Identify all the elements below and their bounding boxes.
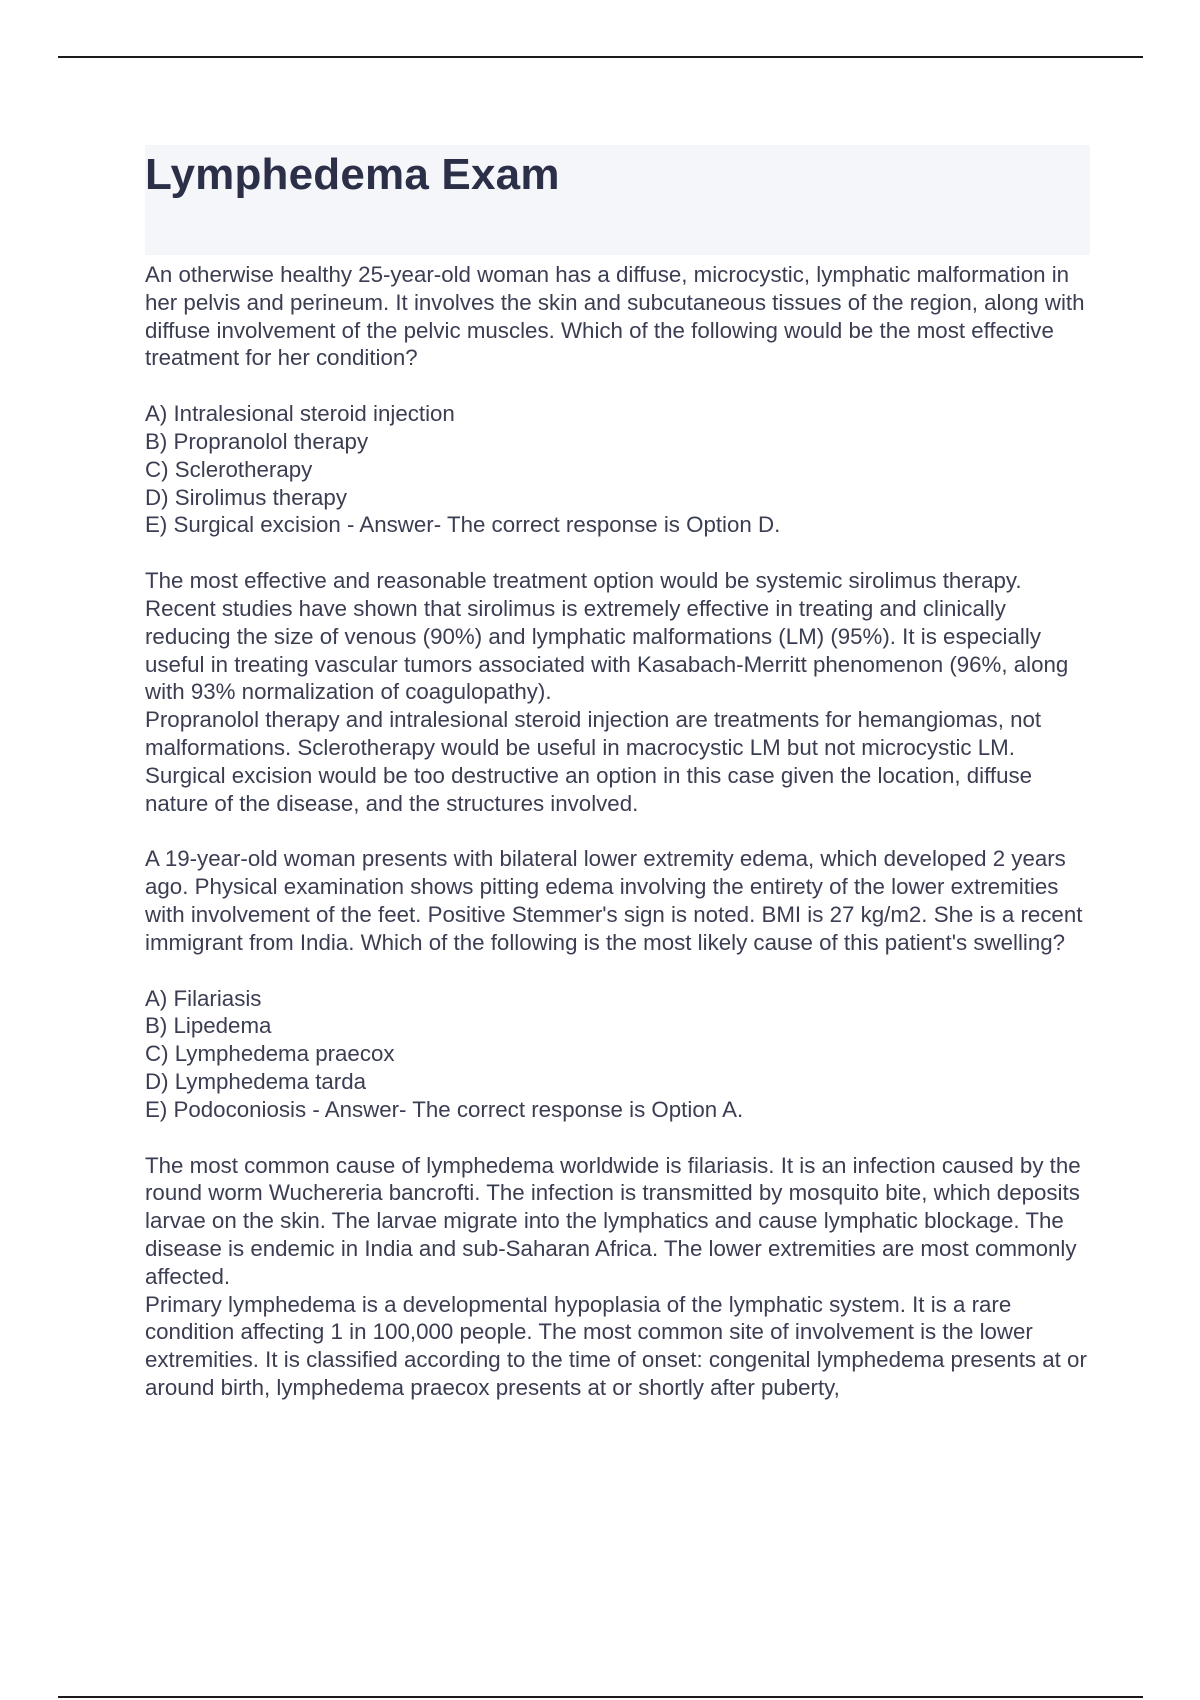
question-2-stem: A 19-year-old woman presents with bilateral lower extremity edema, which developed 2 years ago. Physical examination shows pitting edema involving the entirety of the lower extremities with involvement of the feet. Positive Stemmer's sign is noted. BMI is 27 kg/m2. She is a recent immigrant from India. Which of the following is the most likely cause of this patient's swelling? xyxy=(145,846,1083,955)
question-2-option-b: B) Lipedema xyxy=(145,1013,272,1039)
title-band xyxy=(145,145,1090,255)
question-2-explanation-2: Primary lymphedema is a developmental hypoplasia of the lymphatic system. It is a rare condition affecting 1 in 100,000 people. The most common site of involvement is the lower extremities. It is classified according to the time of onset: congenital lymphedema presents at or around birth, lymphedema praecox presents at or shortly after puberty, xyxy=(145,1291,1087,1400)
question-2-explanation-1: The most common cause of lymphedema worldwide is filariasis. It is an infection caused by the round worm Wuchereria bancrofti. The infection is transmitted by mosquito bite, which deposits larvae on the skin. The larvae migrate into the lymphatics and cause lymphatic blockage. The disease is endemic in India and sub-Saharan Africa. The lower extremities are most commonly affected. xyxy=(145,1152,1081,1289)
question-2-option-a: A) Filariasis xyxy=(145,985,262,1011)
question-1-stem: An otherwise healthy 25-year-old woman has a diffuse, microcystic, lymphatic malformation in her pelvis and perineum. It involves the skin and subcutaneous tissues of the region, along with diffuse involvement of the pelvic muscles. Which of the following would be the most effective treatment for her condition? xyxy=(145,262,1085,371)
document-body xyxy=(145,145,1090,1402)
bottom-rule xyxy=(58,1696,1143,1698)
question-2-option-c: C) Lymphedema praecox xyxy=(145,1041,395,1067)
question-1-option-c: C) Sclerotherapy xyxy=(145,456,313,482)
page-title: Lymphedema Exam xyxy=(145,150,560,199)
question-1-explanation-2: Propranolol therapy and intralesional steroid injection are treatments for hemangiomas, not malformations. Sclerotherapy would be useful in macrocystic LM but not microcystic LM. Surgical excision would be too destructive an option in this case given the location, diffuse nature of the disease, and the structures involved. xyxy=(145,707,1042,816)
question-2-options xyxy=(145,985,1090,1124)
top-rule xyxy=(58,56,1143,58)
question-2-option-e-answer: E) Podoconiosis - Answer- The correct response is Option A. xyxy=(145,1096,744,1122)
question-1-option-a: A) Intralesional steroid injection xyxy=(145,401,455,427)
question-1-option-d: D) Sirolimus therapy xyxy=(145,484,347,510)
question-2-option-d: D) Lymphedema tarda xyxy=(145,1068,367,1094)
question-1-explanation-1: The most effective and reasonable treatment option would be systemic sirolimus therapy. Recent studies have shown that sirolimus is extremely effective in treating and clinically reducing the size of venous (90%) and lymphatic malformations (LM) (95%). It is especially useful in treating vascular tumors associated with Kasabach-Merritt phenomenon (96%, along with 93% normalization of coagulopathy). xyxy=(145,568,1069,705)
question-1-option-e-answer: E) Surgical excision - Answer- The correct response is Option D. xyxy=(145,512,781,538)
question-1-options xyxy=(145,400,1090,539)
question-1-option-b: B) Propranolol therapy xyxy=(145,428,369,454)
